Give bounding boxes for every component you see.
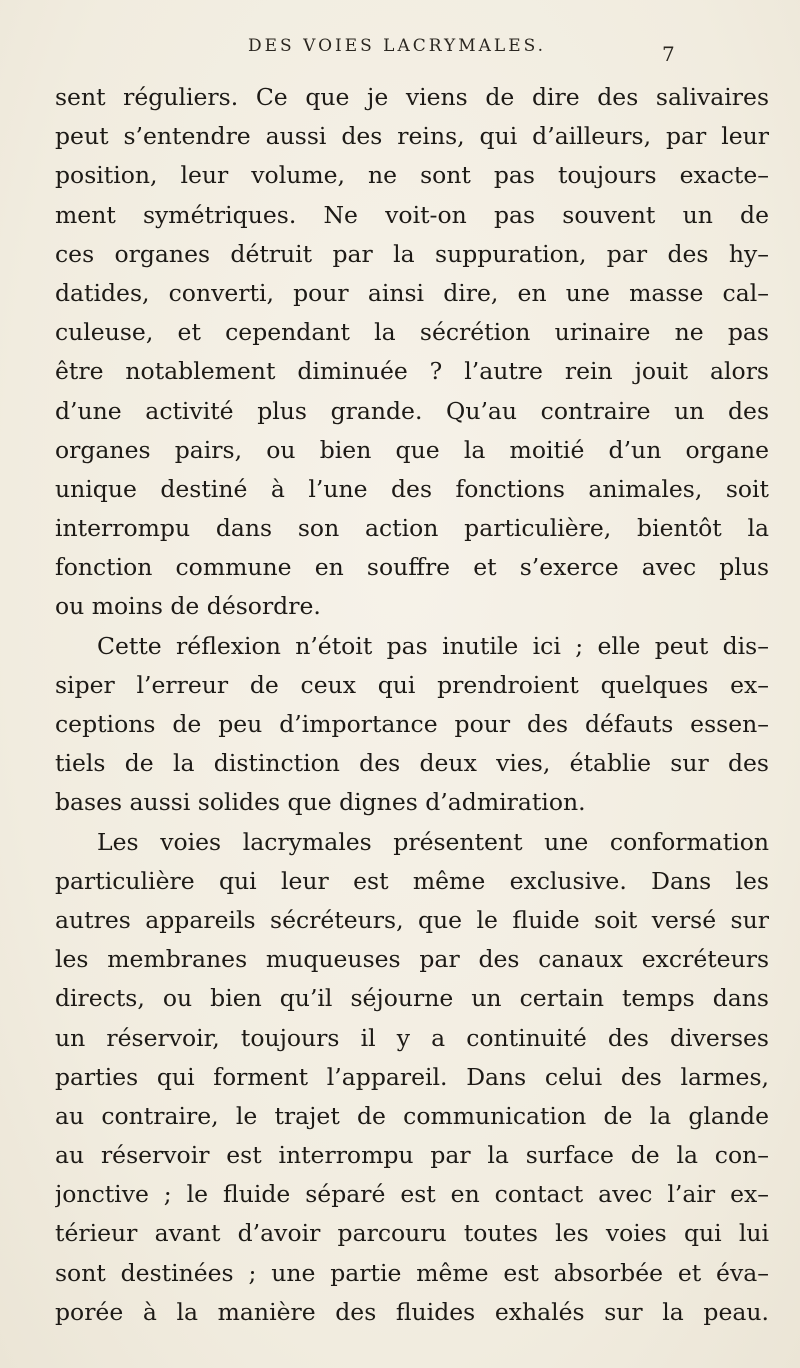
text-line: jonctive ; le fluide séparé est en contact avec l’air ex– <box>55 1180 769 1209</box>
text-line: les membranes muqueuses par des canaux excréteurs <box>55 945 769 974</box>
text-line: ou moins de désordre. <box>55 592 321 621</box>
text-line: ces organes détruit par la suppuration, par des hy– <box>55 239 769 268</box>
text-line: sont destinées ; une partie même est absorbée et éva– <box>55 1258 769 1287</box>
text-line: Les voies lacrymales présentent une conformation <box>97 827 769 856</box>
text-line: parties qui forment l’appareil. Dans celui des larmes, <box>55 1062 769 1091</box>
text-line: fonction commune en souffre et s’exerce avec plus <box>55 553 769 582</box>
text-line: directs, ou bien qu’il séjourne un certain temps dans <box>55 984 769 1013</box>
text-line: peut s’entendre aussi des reins, qui d’ailleurs, par leur <box>55 122 769 151</box>
text-line: unique destiné à l’une des fonctions animales, soit <box>55 474 769 503</box>
text-line: position, leur volume, ne sont pas toujours exacte– <box>55 161 769 190</box>
text-line: autres appareils sécréteurs, que le fluide soit versé sur <box>55 905 769 934</box>
text-line: sent réguliers. Ce que je viens de dire des salivaires <box>55 83 769 111</box>
text-line: être notablement diminuée ? l’autre rein jouit alors <box>55 357 769 386</box>
text-line: interrompu dans son action particulière, bientôt la <box>55 514 769 543</box>
page-number: 7 <box>662 42 675 66</box>
text-line: organes pairs, ou bien que la moitié d’un organe <box>55 435 769 464</box>
text-line: ceptions de peu d’importance pour des défauts essen– <box>55 710 769 738</box>
text-line: d’une activité plus grande. Qu’au contraire un des <box>55 396 769 425</box>
text-line: au contraire, le trajet de communication de la glande <box>55 1101 769 1130</box>
text-line: Cette réflexion n’étoit pas inutile ici ; elle peut dis– <box>97 631 769 660</box>
text-line: au réservoir est interrompu par la surface de la con– <box>55 1141 769 1170</box>
text-line: un réservoir, toujours il y a continuité des diverses <box>55 1023 769 1052</box>
text-line: datides, converti, pour ainsi dire, en une masse cal– <box>55 278 769 307</box>
text-line: tiels de la distinction des deux vies, établie sur des <box>55 749 769 778</box>
text-line: culeuse, et cependant la sécrétion urinaire ne pas <box>55 318 769 347</box>
text-line: siper l’erreur de ceux qui prendroient quelques ex– <box>55 670 769 699</box>
text-line: bases aussi solides que dignes d’admiration. <box>55 788 586 817</box>
running-title: DES VOIES LACRYMALES. <box>248 36 547 56</box>
text-line: ment symétriques. Ne voit-on pas souvent un de <box>55 200 769 229</box>
body-text <box>55 78 769 1332</box>
text-line: térieur avant d’avoir parcouru toutes les voies qui lui <box>55 1219 769 1248</box>
text-line: particulière qui leur est même exclusive. Dans les <box>55 866 769 895</box>
text-line: porée à la manière des fluides exhalés sur la peau. <box>55 1297 769 1326</box>
